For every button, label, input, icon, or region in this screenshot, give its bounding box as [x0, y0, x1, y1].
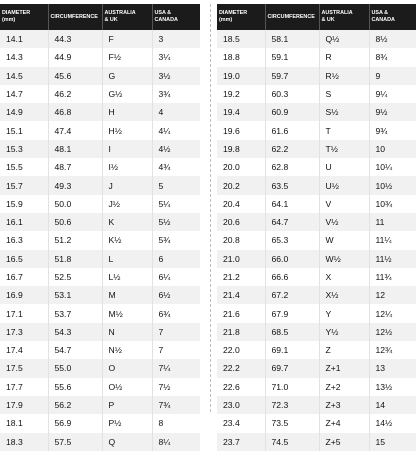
cell-usa-canada: 7¼	[152, 359, 200, 377]
cell-usa-canada: 15	[369, 433, 416, 451]
cell-australia-uk: O	[102, 359, 152, 377]
table-row	[217, 378, 416, 396]
table-row	[217, 433, 416, 451]
cell-diameter: 16.5	[0, 250, 48, 268]
table-row	[0, 213, 200, 231]
cell-diameter: 18.3	[0, 433, 48, 451]
table-row	[217, 176, 416, 194]
table-row	[217, 286, 416, 304]
cell-usa-canada: 12	[369, 286, 416, 304]
ring-size-table-left	[0, 4, 200, 451]
table-row	[217, 323, 416, 341]
cell-circumference: 66.6	[265, 268, 319, 286]
cell-australia-uk: N½	[102, 341, 152, 359]
cell-usa-canada: 5½	[152, 213, 200, 231]
cell-australia-uk: L	[102, 250, 152, 268]
cell-diameter: 18.1	[0, 414, 48, 432]
cell-usa-canada: 14	[369, 396, 416, 414]
cell-australia-uk: T	[319, 121, 369, 139]
cell-circumference: 67.9	[265, 304, 319, 322]
cell-australia-uk: K½	[102, 231, 152, 249]
cell-circumference: 49.3	[48, 176, 102, 194]
cell-diameter: 22.0	[217, 341, 265, 359]
ring-size-table-right	[217, 4, 416, 451]
cell-australia-uk: G	[102, 67, 152, 85]
cell-australia-uk: R	[319, 48, 369, 66]
cell-australia-uk: F	[102, 30, 152, 48]
cell-diameter: 20.4	[217, 195, 265, 213]
cell-usa-canada: 6¾	[152, 304, 200, 322]
cell-circumference: 44.9	[48, 48, 102, 66]
table-row	[0, 158, 200, 176]
cell-usa-canada: 4	[152, 103, 200, 121]
cell-diameter: 20.2	[217, 176, 265, 194]
cell-circumference: 69.7	[265, 359, 319, 377]
table-row	[0, 359, 200, 377]
header-usa-canada: USA & CANADA	[152, 4, 200, 30]
header-circumference: CIRCUMFERENCE	[48, 4, 102, 30]
cell-circumference: 62.2	[265, 140, 319, 158]
cell-diameter: 17.5	[0, 359, 48, 377]
table-row	[217, 304, 416, 322]
cell-circumference: 65.3	[265, 231, 319, 249]
cell-circumference: 66.0	[265, 250, 319, 268]
header-circumference: CIRCUMFERENCE	[265, 4, 319, 30]
table-row	[217, 268, 416, 286]
cell-australia-uk: Z+5	[319, 433, 369, 451]
cell-circumference: 54.7	[48, 341, 102, 359]
cell-circumference: 58.1	[265, 30, 319, 48]
cell-circumference: 50.6	[48, 213, 102, 231]
cell-usa-canada: 8¼	[152, 433, 200, 451]
cell-circumference: 55.0	[48, 359, 102, 377]
cell-australia-uk: I½	[102, 158, 152, 176]
cell-australia-uk: H½	[102, 121, 152, 139]
cell-circumference: 67.2	[265, 286, 319, 304]
table-row	[217, 396, 416, 414]
cell-circumference: 73.5	[265, 414, 319, 432]
cell-usa-canada: 10¾	[369, 195, 416, 213]
cell-usa-canada: 5¾	[152, 231, 200, 249]
cell-diameter: 21.6	[217, 304, 265, 322]
cell-circumference: 51.8	[48, 250, 102, 268]
cell-circumference: 56.9	[48, 414, 102, 432]
cell-diameter: 15.3	[0, 140, 48, 158]
cell-diameter: 22.2	[217, 359, 265, 377]
cell-circumference: 55.6	[48, 378, 102, 396]
header-australia-uk: AUSTRALIA & UK	[102, 4, 152, 30]
cell-circumference: 53.7	[48, 304, 102, 322]
cell-circumference: 71.0	[265, 378, 319, 396]
cell-usa-canada: 11½	[369, 250, 416, 268]
cell-australia-uk: V½	[319, 213, 369, 231]
table-row	[0, 250, 200, 268]
table-row	[217, 213, 416, 231]
cell-australia-uk: F½	[102, 48, 152, 66]
cell-usa-canada: 11¼	[369, 231, 416, 249]
cell-australia-uk: Q	[102, 433, 152, 451]
cell-diameter: 16.9	[0, 286, 48, 304]
cell-circumference: 68.5	[265, 323, 319, 341]
table-row	[217, 195, 416, 213]
header-diameter: DIAMETER (mm)	[0, 4, 48, 30]
cell-circumference: 48.7	[48, 158, 102, 176]
table-row	[217, 250, 416, 268]
cell-circumference: 60.9	[265, 103, 319, 121]
cell-usa-canada: 11	[369, 213, 416, 231]
table-row	[217, 140, 416, 158]
cell-diameter: 14.1	[0, 30, 48, 48]
cell-usa-canada: 5¼	[152, 195, 200, 213]
cell-circumference: 62.8	[265, 158, 319, 176]
table-row	[217, 85, 416, 103]
cell-australia-uk: J½	[102, 195, 152, 213]
header-australia-uk: AUSTRALIA & UK	[319, 4, 369, 30]
cell-circumference: 44.3	[48, 30, 102, 48]
cell-diameter: 14.7	[0, 85, 48, 103]
table-row	[0, 433, 200, 451]
cell-australia-uk: W	[319, 231, 369, 249]
cell-diameter: 21.2	[217, 268, 265, 286]
cell-usa-canada: 13½	[369, 378, 416, 396]
table-row	[0, 378, 200, 396]
table-row	[0, 30, 200, 48]
cell-diameter: 15.7	[0, 176, 48, 194]
cell-circumference: 59.7	[265, 67, 319, 85]
cell-australia-uk: Z+1	[319, 359, 369, 377]
cell-diameter: 15.9	[0, 195, 48, 213]
cell-australia-uk: N	[102, 323, 152, 341]
cell-circumference: 72.3	[265, 396, 319, 414]
cell-australia-uk: U	[319, 158, 369, 176]
cell-usa-canada: 6¼	[152, 268, 200, 286]
cell-diameter: 19.2	[217, 85, 265, 103]
cell-usa-canada: 8	[152, 414, 200, 432]
cell-usa-canada: 9	[369, 67, 416, 85]
cell-diameter: 16.3	[0, 231, 48, 249]
cell-australia-uk: T½	[319, 140, 369, 158]
cell-usa-canada: 4¾	[152, 158, 200, 176]
cell-diameter: 22.6	[217, 378, 265, 396]
table-row	[0, 67, 200, 85]
cell-diameter: 14.5	[0, 67, 48, 85]
cell-diameter: 17.4	[0, 341, 48, 359]
cell-usa-canada: 9¾	[369, 121, 416, 139]
cell-diameter: 23.0	[217, 396, 265, 414]
cell-australia-uk: Y½	[319, 323, 369, 341]
cell-usa-canada: 7½	[152, 378, 200, 396]
cell-australia-uk: Z	[319, 341, 369, 359]
cell-usa-canada: 12¾	[369, 341, 416, 359]
cell-circumference: 61.6	[265, 121, 319, 139]
table-row	[217, 67, 416, 85]
cell-circumference: 46.8	[48, 103, 102, 121]
cell-circumference: 56.2	[48, 396, 102, 414]
cell-usa-canada: 4¼	[152, 121, 200, 139]
cell-circumference: 69.1	[265, 341, 319, 359]
cell-diameter: 19.6	[217, 121, 265, 139]
cell-circumference: 46.2	[48, 85, 102, 103]
cell-diameter: 18.8	[217, 48, 265, 66]
cell-australia-uk: M½	[102, 304, 152, 322]
table-row	[0, 323, 200, 341]
table-row	[0, 48, 200, 66]
cell-australia-uk: Y	[319, 304, 369, 322]
table-row	[0, 396, 200, 414]
cell-diameter: 15.5	[0, 158, 48, 176]
cell-circumference: 57.5	[48, 433, 102, 451]
cell-usa-canada: 10	[369, 140, 416, 158]
table-header-row	[0, 4, 200, 30]
table-row	[217, 231, 416, 249]
cell-usa-canada: 9¼	[369, 85, 416, 103]
cell-australia-uk: X½	[319, 286, 369, 304]
cell-usa-canada: 9½	[369, 103, 416, 121]
cell-circumference: 50.0	[48, 195, 102, 213]
cell-diameter: 21.8	[217, 323, 265, 341]
cell-circumference: 63.5	[265, 176, 319, 194]
cell-diameter: 17.3	[0, 323, 48, 341]
table-row	[0, 341, 200, 359]
cell-australia-uk: P	[102, 396, 152, 414]
table-row	[217, 341, 416, 359]
cell-australia-uk: Z+3	[319, 396, 369, 414]
table-row	[217, 414, 416, 432]
cell-diameter: 23.4	[217, 414, 265, 432]
cell-diameter: 18.5	[217, 30, 265, 48]
cell-circumference: 64.1	[265, 195, 319, 213]
table-row	[217, 103, 416, 121]
cell-australia-uk: P½	[102, 414, 152, 432]
cell-usa-canada: 12¼	[369, 304, 416, 322]
cell-australia-uk: K	[102, 213, 152, 231]
cell-diameter: 19.8	[217, 140, 265, 158]
cell-diameter: 16.1	[0, 213, 48, 231]
cell-usa-canada: 13	[369, 359, 416, 377]
cell-diameter: 17.1	[0, 304, 48, 322]
cell-usa-canada: 7	[152, 323, 200, 341]
table-row	[0, 231, 200, 249]
cell-usa-canada: 12½	[369, 323, 416, 341]
cell-australia-uk: L½	[102, 268, 152, 286]
cell-australia-uk: V	[319, 195, 369, 213]
header-diameter: DIAMETER (mm)	[217, 4, 265, 30]
cell-usa-canada: 3¼	[152, 48, 200, 66]
cell-australia-uk: U½	[319, 176, 369, 194]
cell-diameter: 17.7	[0, 378, 48, 396]
cell-usa-canada: 3¾	[152, 85, 200, 103]
cell-australia-uk: Z+2	[319, 378, 369, 396]
cell-circumference: 45.6	[48, 67, 102, 85]
cell-usa-canada: 10¼	[369, 158, 416, 176]
table-row	[0, 176, 200, 194]
cell-circumference: 74.5	[265, 433, 319, 451]
cell-usa-canada: 5	[152, 176, 200, 194]
cell-usa-canada: 8¾	[369, 48, 416, 66]
column-divider	[210, 4, 212, 412]
table-row	[0, 268, 200, 286]
cell-australia-uk: S½	[319, 103, 369, 121]
cell-diameter: 21.4	[217, 286, 265, 304]
cell-diameter: 20.0	[217, 158, 265, 176]
cell-diameter: 15.1	[0, 121, 48, 139]
cell-diameter: 23.7	[217, 433, 265, 451]
cell-usa-canada: 14½	[369, 414, 416, 432]
cell-australia-uk: I	[102, 140, 152, 158]
cell-diameter: 19.0	[217, 67, 265, 85]
cell-australia-uk: O½	[102, 378, 152, 396]
table-row	[0, 195, 200, 213]
table-row	[0, 304, 200, 322]
cell-usa-canada: 4½	[152, 140, 200, 158]
cell-diameter: 16.7	[0, 268, 48, 286]
cell-circumference: 59.1	[265, 48, 319, 66]
cell-diameter: 17.9	[0, 396, 48, 414]
table-row	[217, 158, 416, 176]
cell-usa-canada: 3	[152, 30, 200, 48]
table-row	[0, 121, 200, 139]
cell-usa-canada: 11¾	[369, 268, 416, 286]
cell-diameter: 14.3	[0, 48, 48, 66]
cell-usa-canada: 6½	[152, 286, 200, 304]
cell-australia-uk: R½	[319, 67, 369, 85]
cell-usa-canada: 7	[152, 341, 200, 359]
cell-circumference: 48.1	[48, 140, 102, 158]
cell-australia-uk: G½	[102, 85, 152, 103]
cell-diameter: 20.6	[217, 213, 265, 231]
cell-australia-uk: Q½	[319, 30, 369, 48]
cell-australia-uk: X	[319, 268, 369, 286]
header-usa-canada: USA & CANADA	[369, 4, 416, 30]
cell-australia-uk: S	[319, 85, 369, 103]
cell-australia-uk: H	[102, 103, 152, 121]
table-row	[0, 140, 200, 158]
cell-circumference: 54.3	[48, 323, 102, 341]
cell-usa-canada: 6	[152, 250, 200, 268]
cell-diameter: 19.4	[217, 103, 265, 121]
cell-circumference: 47.4	[48, 121, 102, 139]
table-row	[217, 48, 416, 66]
cell-australia-uk: M	[102, 286, 152, 304]
cell-usa-canada: 10½	[369, 176, 416, 194]
cell-circumference: 53.1	[48, 286, 102, 304]
cell-circumference: 60.3	[265, 85, 319, 103]
cell-diameter: 21.0	[217, 250, 265, 268]
cell-circumference: 52.5	[48, 268, 102, 286]
cell-australia-uk: J	[102, 176, 152, 194]
cell-usa-canada: 3½	[152, 67, 200, 85]
cell-australia-uk: W½	[319, 250, 369, 268]
cell-diameter: 14.9	[0, 103, 48, 121]
table-row	[0, 286, 200, 304]
table-header-row	[217, 4, 416, 30]
cell-circumference: 64.7	[265, 213, 319, 231]
table-row	[0, 414, 200, 432]
cell-diameter: 20.8	[217, 231, 265, 249]
cell-usa-canada: 8½	[369, 30, 416, 48]
cell-usa-canada: 7¾	[152, 396, 200, 414]
table-row	[217, 30, 416, 48]
cell-circumference: 51.2	[48, 231, 102, 249]
table-row	[217, 121, 416, 139]
table-row	[0, 103, 200, 121]
table-row	[0, 85, 200, 103]
table-row	[217, 359, 416, 377]
cell-australia-uk: Z+4	[319, 414, 369, 432]
